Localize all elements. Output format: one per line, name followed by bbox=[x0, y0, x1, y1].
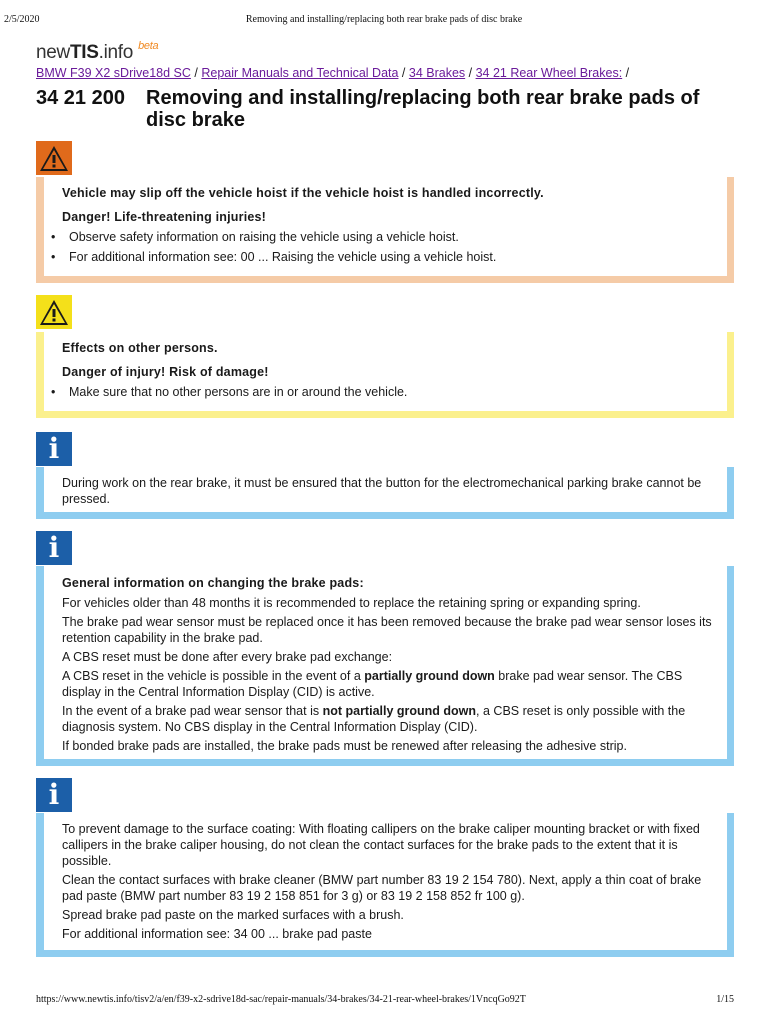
breadcrumb-link-rear-wheel-brakes[interactable]: 34 21 Rear Wheel Brakes: bbox=[475, 66, 623, 80]
warning-triangle-icon bbox=[36, 295, 72, 329]
info-paragraph: If bonded brake pads are installed, the brake pads must be renewed after releasing the adhesive strip. bbox=[62, 739, 627, 753]
info-paragraph: A CBS reset must be done after every brake pad exchange: bbox=[62, 650, 393, 664]
warning-list bbox=[62, 384, 713, 400]
text-run: , a CBS reset is only possible with the diagnosis system. No CBS display in the Central Information Display (CID). bbox=[62, 704, 686, 734]
warning-heading: Effects on other persons. bbox=[62, 341, 218, 355]
print-date: 2/5/2020 bbox=[4, 14, 40, 25]
text-run: brake pad wear sensor. The CBS display in the Central Information Display (CID) is active. bbox=[62, 669, 683, 699]
info-paragraph: The brake pad wear sensor must be replaced once it has been removed because the brake pad wear sensor loses its retention capability in the brake pad. bbox=[62, 615, 712, 645]
breadcrumb-separator: / bbox=[465, 66, 476, 80]
info-paragraph: For vehicles older than 48 months it is recommended to replace the retaining spring or expanding spring. bbox=[62, 596, 641, 610]
info-paragraph: To prevent damage to the surface coating: With floating callipers on the brake caliper mounting bracket or with fixed callipers in the brake caliper housing, do not clean the contact surfaces for the brake pads to the extent that it is possible. bbox=[62, 822, 700, 868]
breadcrumb-separator: / bbox=[398, 66, 409, 80]
info-notice-surface-coating bbox=[36, 813, 734, 957]
info-paragraph: For additional information see: 34 00 ... brake pad paste bbox=[62, 927, 372, 941]
print-title: Removing and installing/replacing both rear brake pads of disc brake bbox=[245, 14, 523, 25]
info-notice-brake-pads bbox=[36, 566, 734, 766]
info-text: During work on the rear brake, it must be ensured that the button for the electromechanical parking brake cannot be pressed. bbox=[62, 476, 702, 506]
emphasis: not partially ground down bbox=[322, 704, 477, 718]
info-icon: i bbox=[36, 778, 72, 812]
text-run: A CBS reset in the vehicle is possible in the event of a bbox=[62, 669, 365, 683]
info-notice-parking-brake bbox=[36, 467, 734, 519]
danger-notice bbox=[36, 177, 734, 283]
info-paragraph bbox=[62, 703, 713, 735]
danger-heading: Vehicle may slip off the vehicle hoist if the vehicle hoist is handled incorrectly. bbox=[62, 186, 544, 200]
info-heading: General information on changing the brake pads: bbox=[62, 576, 364, 590]
emphasis: partially ground down bbox=[364, 669, 495, 683]
document-number: 34 21 200 bbox=[36, 87, 125, 109]
breadcrumb-separator: / bbox=[190, 66, 202, 80]
document-title: Removing and installing/replacing both rear brake pads of disc brake bbox=[146, 87, 700, 131]
breadcrumb-link-vehicle[interactable]: BMW F39 X2 sDrive18d SC bbox=[36, 66, 191, 80]
breadcrumb-link-brakes[interactable]: 34 Brakes bbox=[408, 66, 466, 80]
page-number: 1/15 bbox=[716, 994, 734, 1005]
info-paragraph: Spread brake pad paste on the marked surfaces with a brush. bbox=[62, 908, 404, 922]
info-paragraph: Clean the contact surfaces with brake cleaner (BMW part number 83 19 2 154 780). Next, apply a thin coat of brake pad paste (BMW part number 83 19 2 158 851 for 3 g) or 83 19 2 158 852 fr 100 g). bbox=[62, 873, 702, 903]
logo-suffix: .info bbox=[98, 42, 134, 63]
logo-brand: TIS bbox=[69, 42, 99, 63]
info-icon: i bbox=[36, 531, 72, 565]
breadcrumb bbox=[36, 66, 736, 80]
list-item: • For additional information see: 00 ... Raising the vehicle using a vehicle hoist. bbox=[62, 249, 713, 265]
danger-list bbox=[62, 229, 713, 265]
warning-notice bbox=[36, 332, 734, 418]
beta-badge: beta bbox=[138, 40, 159, 52]
danger-triangle-icon bbox=[36, 141, 72, 175]
list-item: • Make sure that no other persons are in or around the vehicle. bbox=[62, 384, 713, 400]
logo-prefix: new bbox=[36, 42, 70, 63]
info-paragraph bbox=[62, 668, 713, 700]
breadcrumb-separator: / bbox=[622, 66, 630, 80]
warning-subheading: Danger of injury! Risk of damage! bbox=[62, 365, 269, 379]
text-run: In the event of a brake pad wear sensor that is bbox=[62, 704, 323, 718]
site-logo[interactable] bbox=[36, 40, 158, 64]
danger-subheading: Danger! Life-threatening injuries! bbox=[62, 210, 267, 224]
breadcrumb-link-repair-manuals[interactable]: Repair Manuals and Technical Data bbox=[201, 66, 399, 80]
list-item: • Observe safety information on raising the vehicle using a vehicle hoist. bbox=[62, 229, 713, 245]
print-url: https://www.newtis.info/tisv2/a/en/f39-x2-sdrive18d-sac/repair-manuals/34-brakes/34-21-rear-wheel-brakes/1VncqGo92T bbox=[36, 994, 526, 1005]
info-icon: i bbox=[36, 432, 72, 466]
